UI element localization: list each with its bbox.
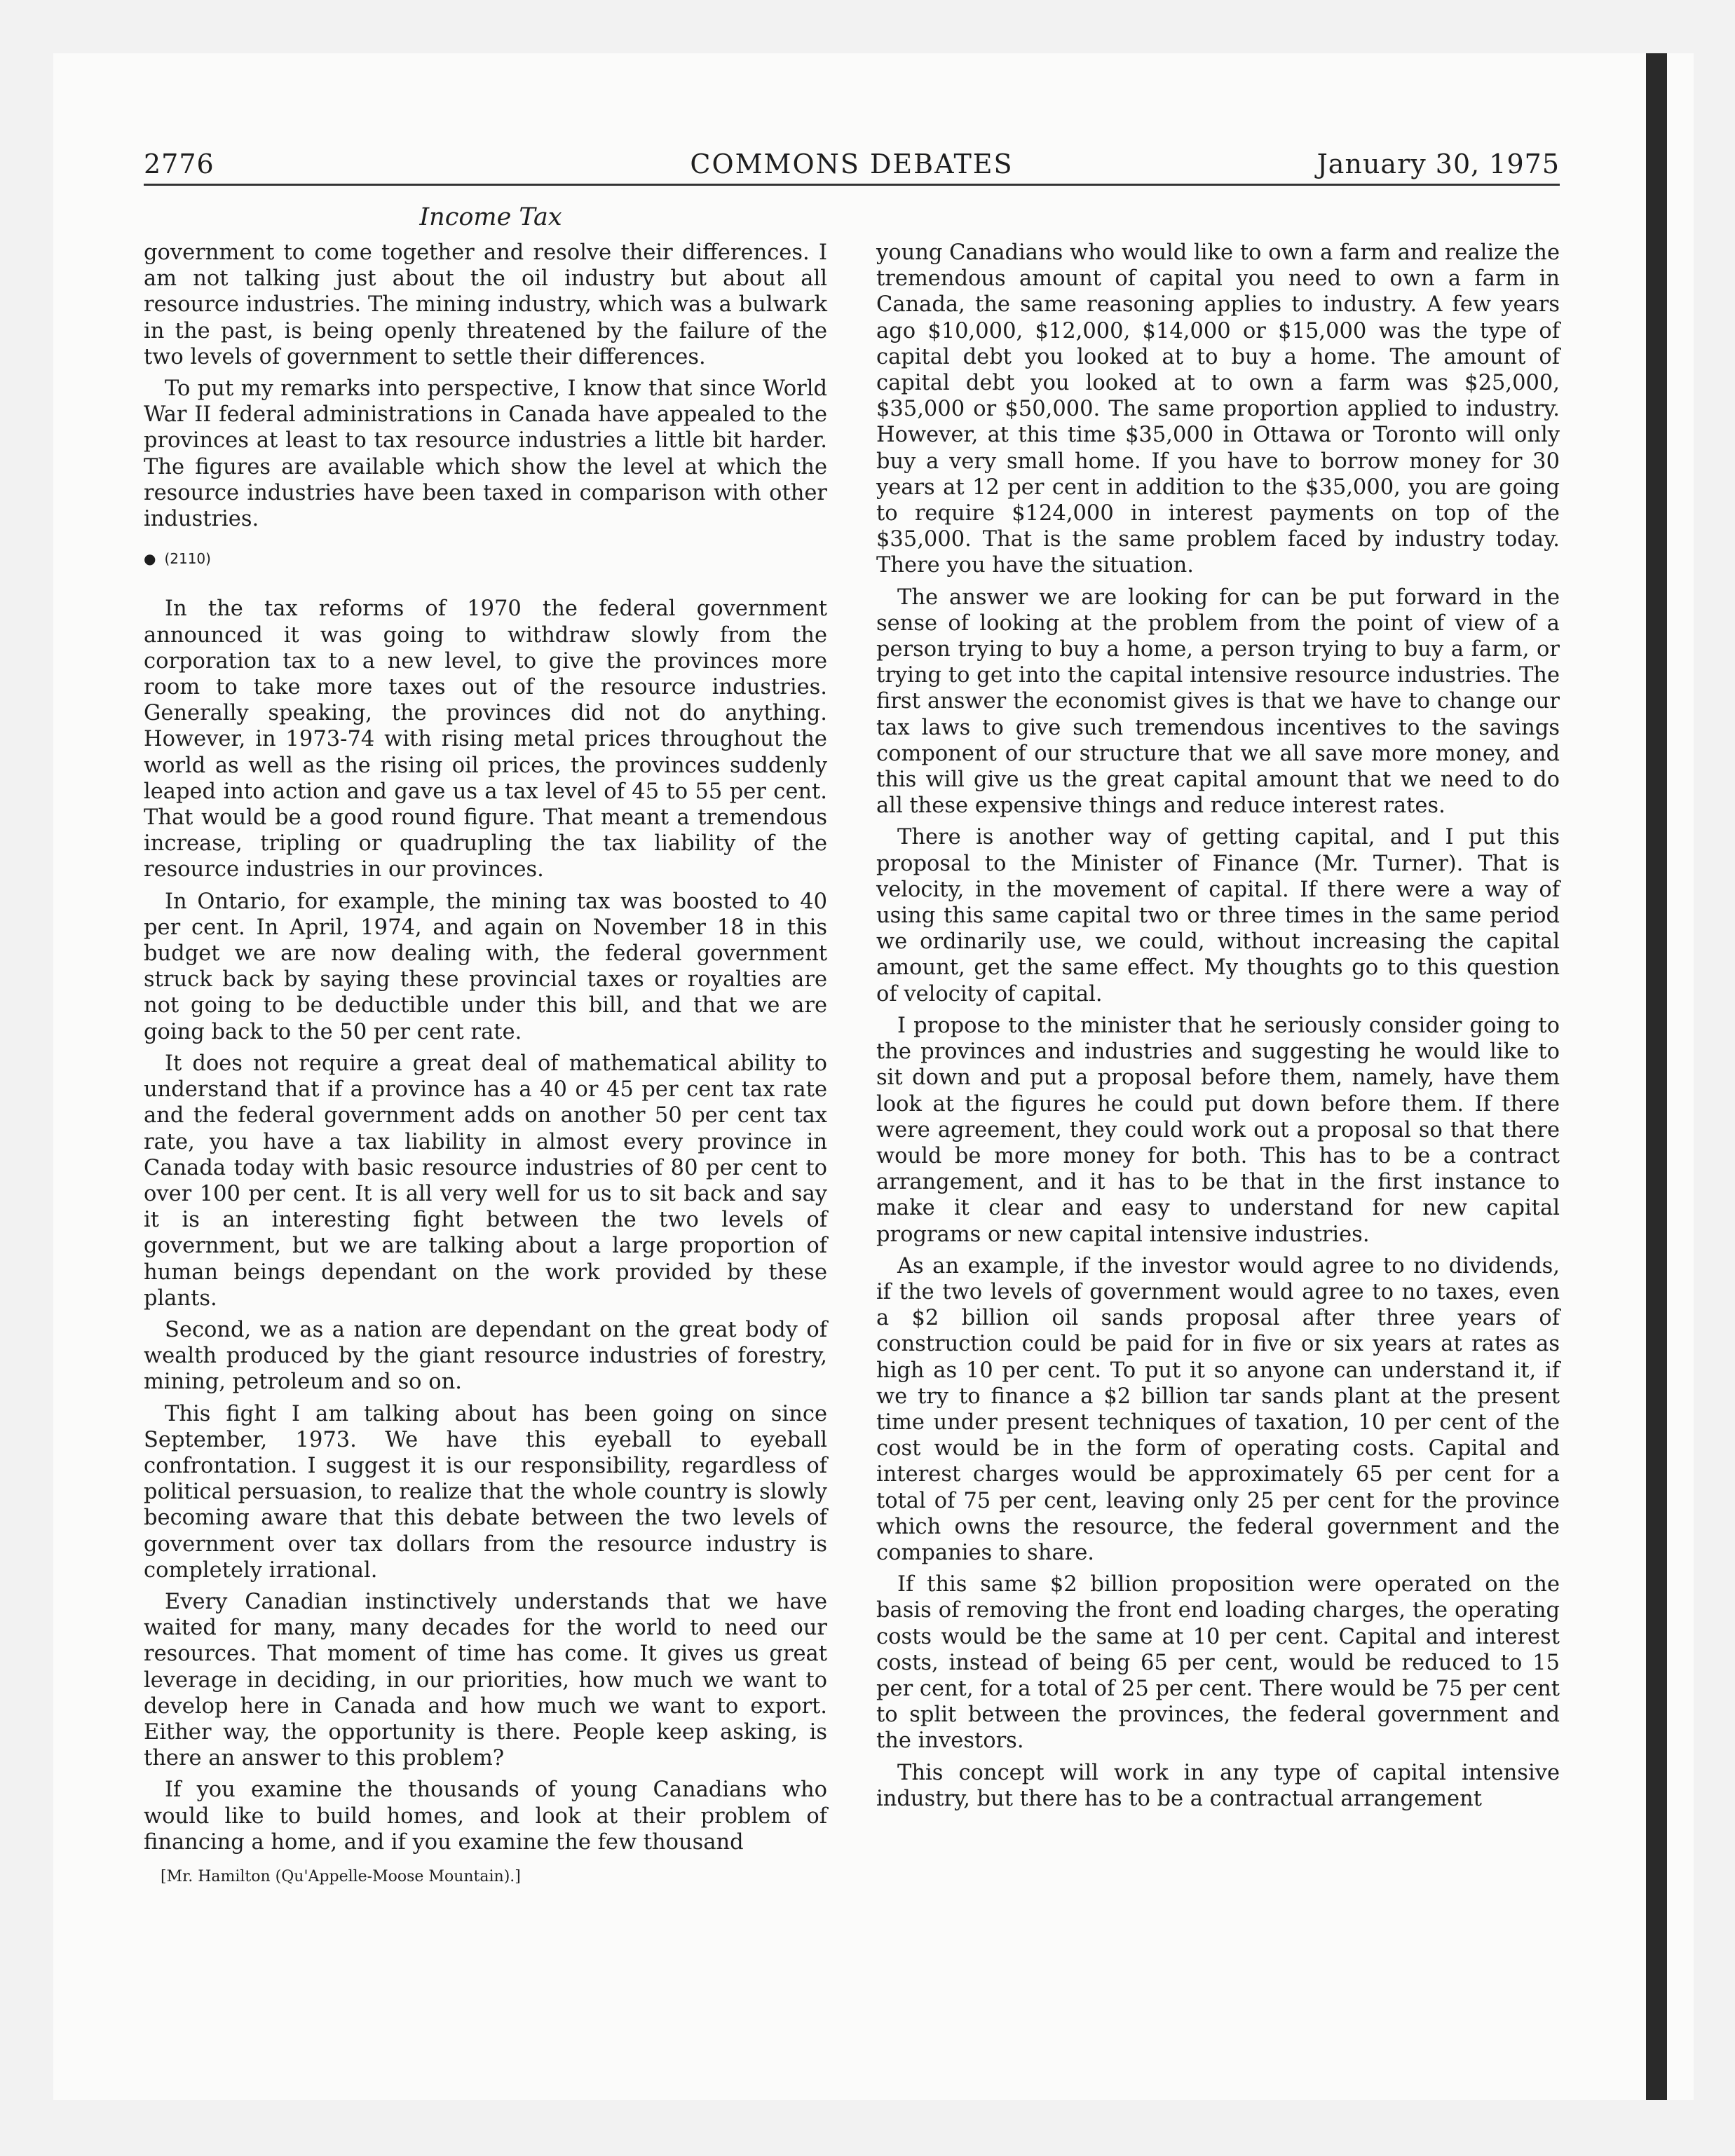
running-header xyxy=(144,149,1560,186)
paragraph: young Canadians who would like to own a farm and realize the tremendous amount of capital you need to own a farm in Canada, the same reasoning applies to industry. A few years ago $10,000, $12,000, $14,000 or $15,000 was the type of capital debt you looked at to buy a home. The amount of capital debt you looked at to own a farm was $25,000, $35,000 or $50,000. The same proportion applied to industry. However, at this time $35,000 in Ottawa or Toronto will only buy a very small home. If you have to borrow money for 30 years at 12 per cent in addition to the $35,000, you are going to require $124,000 in interest payments on top of the $35,000. That is the same problem faced by industry today. There you have the situation. xyxy=(876,240,1560,578)
paragraph: If you examine the thousands of young Canadians who would like to build homes, and look at their problem of financing a home, and if you examine the few thousand xyxy=(144,1778,827,1855)
bullet-icon: ● xyxy=(144,550,156,568)
paragraph: As an example, if the investor would agree to no dividends, if the two levels of government would agree to no taxes, even a $2 billion oil sands proposal after three years of construction could be paid for in five or six years at rates as high as 10 per cent. To put it so anyone can understand it, if we try to finance a $2 billion tar sands plant at the present time under present techniques of taxation, 10 per cent of the cost would be in the form of operating costs. Capital and interest charges would be approximately 65 per cent for a total of 75 per cent, leaving only 25 per cent for the province which owns the resource, the federal government and the companies to share. xyxy=(876,1253,1560,1565)
speaker-attribution: [Mr. Hamilton (Qu'Appelle-Moose Mountain).] xyxy=(161,1867,521,1885)
right-column xyxy=(876,240,1560,1817)
paragraph: If this same $2 billion proposition were operated on the basis of removing the front end loading charges, the operating costs would be the same at 10 per cent. Capital and interest costs, instead of being 65 per cent, would be reduced to 15 per cent, for a total of 25 per cent. There would be 75 per cent to split between the provinces, the federal government and the investors. xyxy=(876,1572,1560,1754)
scan-edge-shadow xyxy=(1646,53,1667,2100)
paragraph: The answer we are looking for can be put forward in the sense of looking at the problem from the point of view of a person trying to buy a home, a person trying to buy a farm, or trying to get into the capital intensive resource industries. The first answer the economist gives is that we have to change our tax laws to give such tremendous incentives to the savings component of our structure that we all save more money, and this will give us the great capital amount that we need to do all these expensive things and reduce interest rates. xyxy=(876,585,1560,819)
paragraph: This concept will work in any type of capital intensive industry, but there has to be a contractual arrangement xyxy=(876,1760,1560,1811)
paragraph: government to come together and resolve their differences. I am not talking just about the oil industry but about all resource industries. The mining industry, which was a bulwark in the past, is being openly threatened by the failure of the two levels of government to settle their differences. xyxy=(144,240,827,369)
paragraph: In Ontario, for example, the mining tax was boosted to 40 per cent. In April, 1974, and again on November 18 in this budget we are now dealing with, the federal government struck back by saying these provincial taxes or royalties are not going to be deductible under this bill, and that we are going back to the 50 per cent rate. xyxy=(144,889,827,1044)
subject-heading: Income Tax xyxy=(419,203,562,231)
paragraph: It does not require a great deal of mathematical ability to understand that if a province has a 40 or 45 per cent tax rate and the federal government adds on another 50 per cent tax rate, you have a tax liability in almost every province in Canada today with basic resource industries of 80 per cent to over 100 per cent. It is all very well for us to sit back and say it is an interesting fight between the two levels of government, but we are talking about a large proportion of human beings dependant on the work provided by these plants. xyxy=(144,1051,827,1311)
page-number: 2776 xyxy=(144,149,215,179)
paragraph: To put my remarks into perspective, I know that since World War II federal administrations in Canada have appealed to the provinces at least to tax resource industries a little bit harder. The figures are available which show the level at which the resource industries have been taxed in comparison with other industries. xyxy=(144,376,827,532)
paragraph: This fight I am talking about has been going on since September, 1973. We have this eyeball to eyeball confrontation. I suggest it is our responsibility, regardless of political persuasion, to realize that the whole country is slowly becoming aware that this debate between the two levels of government over tax dollars from the resource industry is completely irrational. xyxy=(144,1401,827,1583)
time-marker-label: (2110) xyxy=(164,550,211,568)
left-column xyxy=(144,240,827,1890)
paragraph: I propose to the minister that he seriously consider going to the provinces and industries and suggesting he would like to sit down and put a proposal before them, namely, have them look at the figures he could put down before them. If there were agreement, they could work out a proposal so that there would be more money for both. This has to be a contract arrangement, and it has to be that in the first instance to make it clear and easy to understand for new capital programs or new capital intensive industries. xyxy=(876,1013,1560,1247)
paragraph: Second, we as a nation are dependant on the great body of wealth produced by the giant resource industries of forestry, mining, petroleum and so on. xyxy=(144,1317,827,1395)
paragraph: There is another way of getting capital, and I put this proposal to the Minister of Finance (Mr. Turner). That is velocity, in the movement of capital. If there were a way of using this same capital two or three times in the same period we ordinarily use, we could, without increasing the capital amount, get the same effect. My thoughts go to this question of velocity of capital. xyxy=(876,825,1560,1007)
issue-date: January 30, 1975 xyxy=(1316,149,1560,179)
publication-title: COMMONS DEBATES xyxy=(690,149,1014,179)
paragraph: Every Canadian instinctively understands that we have waited for many, many decades for the world to need our resources. That moment of time has come. It gives us great leverage in deciding, in our priorities, how much we want to develop here in Canada and how much we want to export. Either way, the opportunity is there. People keep asking, is there an answer to this problem? xyxy=(144,1589,827,1771)
paragraph: In the tax reforms of 1970 the federal government announced it was going to withdraw slowly from the corporation tax to a new level, to give the provinces more room to take more taxes out of the resource industries. Generally speaking, the provinces did not do anything. However, in 1973-74 with rising metal prices throughout the world as well as the rising oil prices, the provinces suddenly leaped into action and gave us a tax level of 45 to 55 per cent. That would be a good round figure. That meant a tremendous increase, tripling or quadrupling the tax liability of the resource industries in our provinces. xyxy=(144,596,827,882)
time-marker xyxy=(144,546,827,572)
